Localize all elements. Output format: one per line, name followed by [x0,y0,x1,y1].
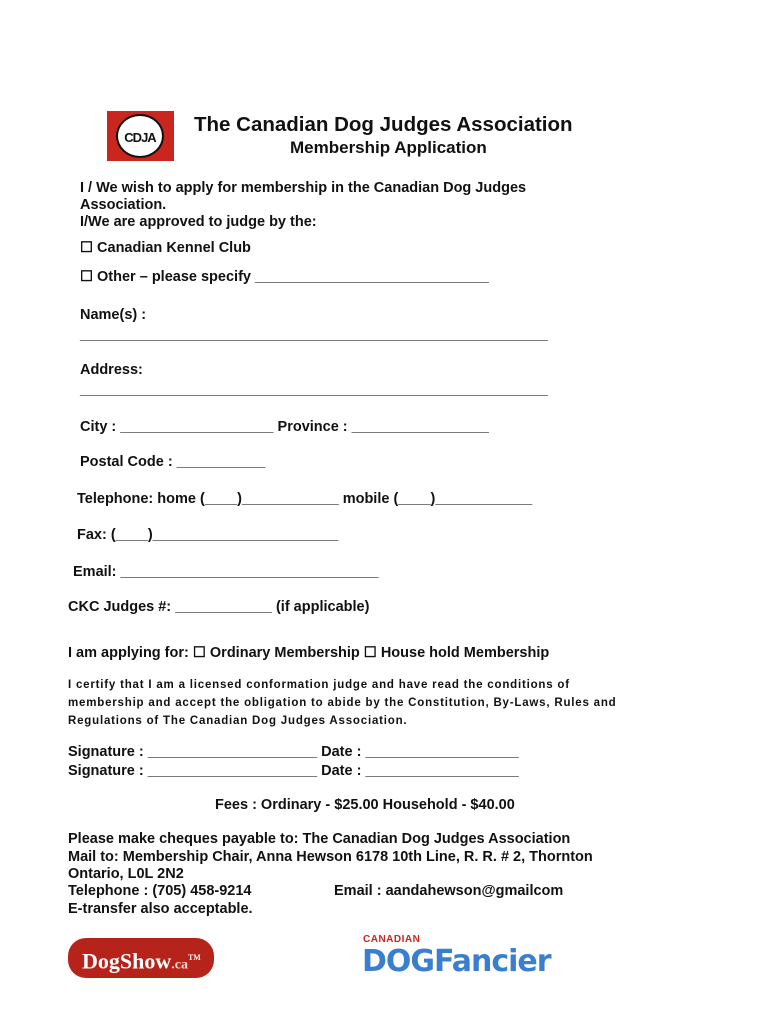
page-title: The Canadian Dog Judges Association [194,113,573,136]
signature-date-field-2[interactable]: Signature : _____________________ Date : ___________________ [68,763,519,779]
city-province-field[interactable]: City : ___________________ Province : _________________ [80,419,489,435]
address-label: Address: [80,362,143,378]
association-logo [107,111,174,161]
dogshow-logo[interactable] [68,938,214,978]
intro-line-2: Association. [80,197,167,213]
intro-line-3: I/We are approved to judge by the: [80,214,317,230]
dog-fancier-logo-top: CANADIAN [363,934,421,945]
dog-fancier-logo-main: DOGFancier [362,944,551,979]
names-field[interactable]: __________________________________________________________ [80,327,548,343]
payment-line-3: Ontario, L0L 2N2 [68,866,184,882]
payment-line-2: Mail to: Membership Chair, Anna Hewson 6178 10th Line, R. R. # 2, Thornton [68,849,593,865]
payment-telephone: Telephone : (705) 458-9214 [68,883,252,899]
certify-line-1: I certify that I am a licensed conformation judge and have read the conditions of [68,679,570,691]
intro-line-1: I / We wish to apply for membership in the Canadian Dog Judges [80,180,527,196]
fax-field[interactable]: Fax: (____)_______________________ [77,527,339,543]
logo-emblem [116,114,164,158]
page-subtitle: Membership Application [290,138,487,157]
ckc-judges-field[interactable]: CKC Judges #: ____________ (if applicable) [68,599,370,615]
signature-date-field-1[interactable]: Signature : _____________________ Date : ___________________ [68,744,519,760]
dogshow-logo-main: DogShow [82,948,172,974]
payment-line-1: Please make cheques payable to: The Canadian Dog Judges Association [68,831,571,847]
address-field[interactable]: __________________________________________________________ [80,382,548,398]
dog-fancier-logo[interactable] [362,932,551,980]
payment-email: Email : aandahewson@gmailcom [334,883,564,899]
dogshow-logo-tm: TM [187,953,201,962]
certify-line-3: Regulations of The Canadian Dog Judges Association. [68,715,408,727]
logo-text: CDJA [124,130,156,145]
dogshow-logo-ca: .ca [171,957,188,973]
telephone-field[interactable]: Telephone: home (____)____________ mobile (____)____________ [77,491,533,507]
membership-type-choice[interactable]: I am applying for: ☐ Ordinary Membership ☐ House hold Membership [68,645,550,661]
option-ckc-checkbox[interactable]: ☐ Canadian Kennel Club [80,240,251,256]
payment-line-5: E-transfer also acceptable. [68,901,253,917]
certify-line-2: membership and accept the obligation to abide by the Constitution, By-Laws, Rules and [68,697,617,709]
email-field[interactable]: Email: ________________________________ [73,564,379,580]
names-label: Name(s) : [80,307,147,323]
postal-code-field[interactable]: Postal Code : ___________ [80,454,266,470]
fees-text: Fees : Ordinary - $25.00 Household - $40.00 [215,797,515,813]
option-other-checkbox[interactable]: ☐ Other – please specify _____________________________ [80,269,489,285]
